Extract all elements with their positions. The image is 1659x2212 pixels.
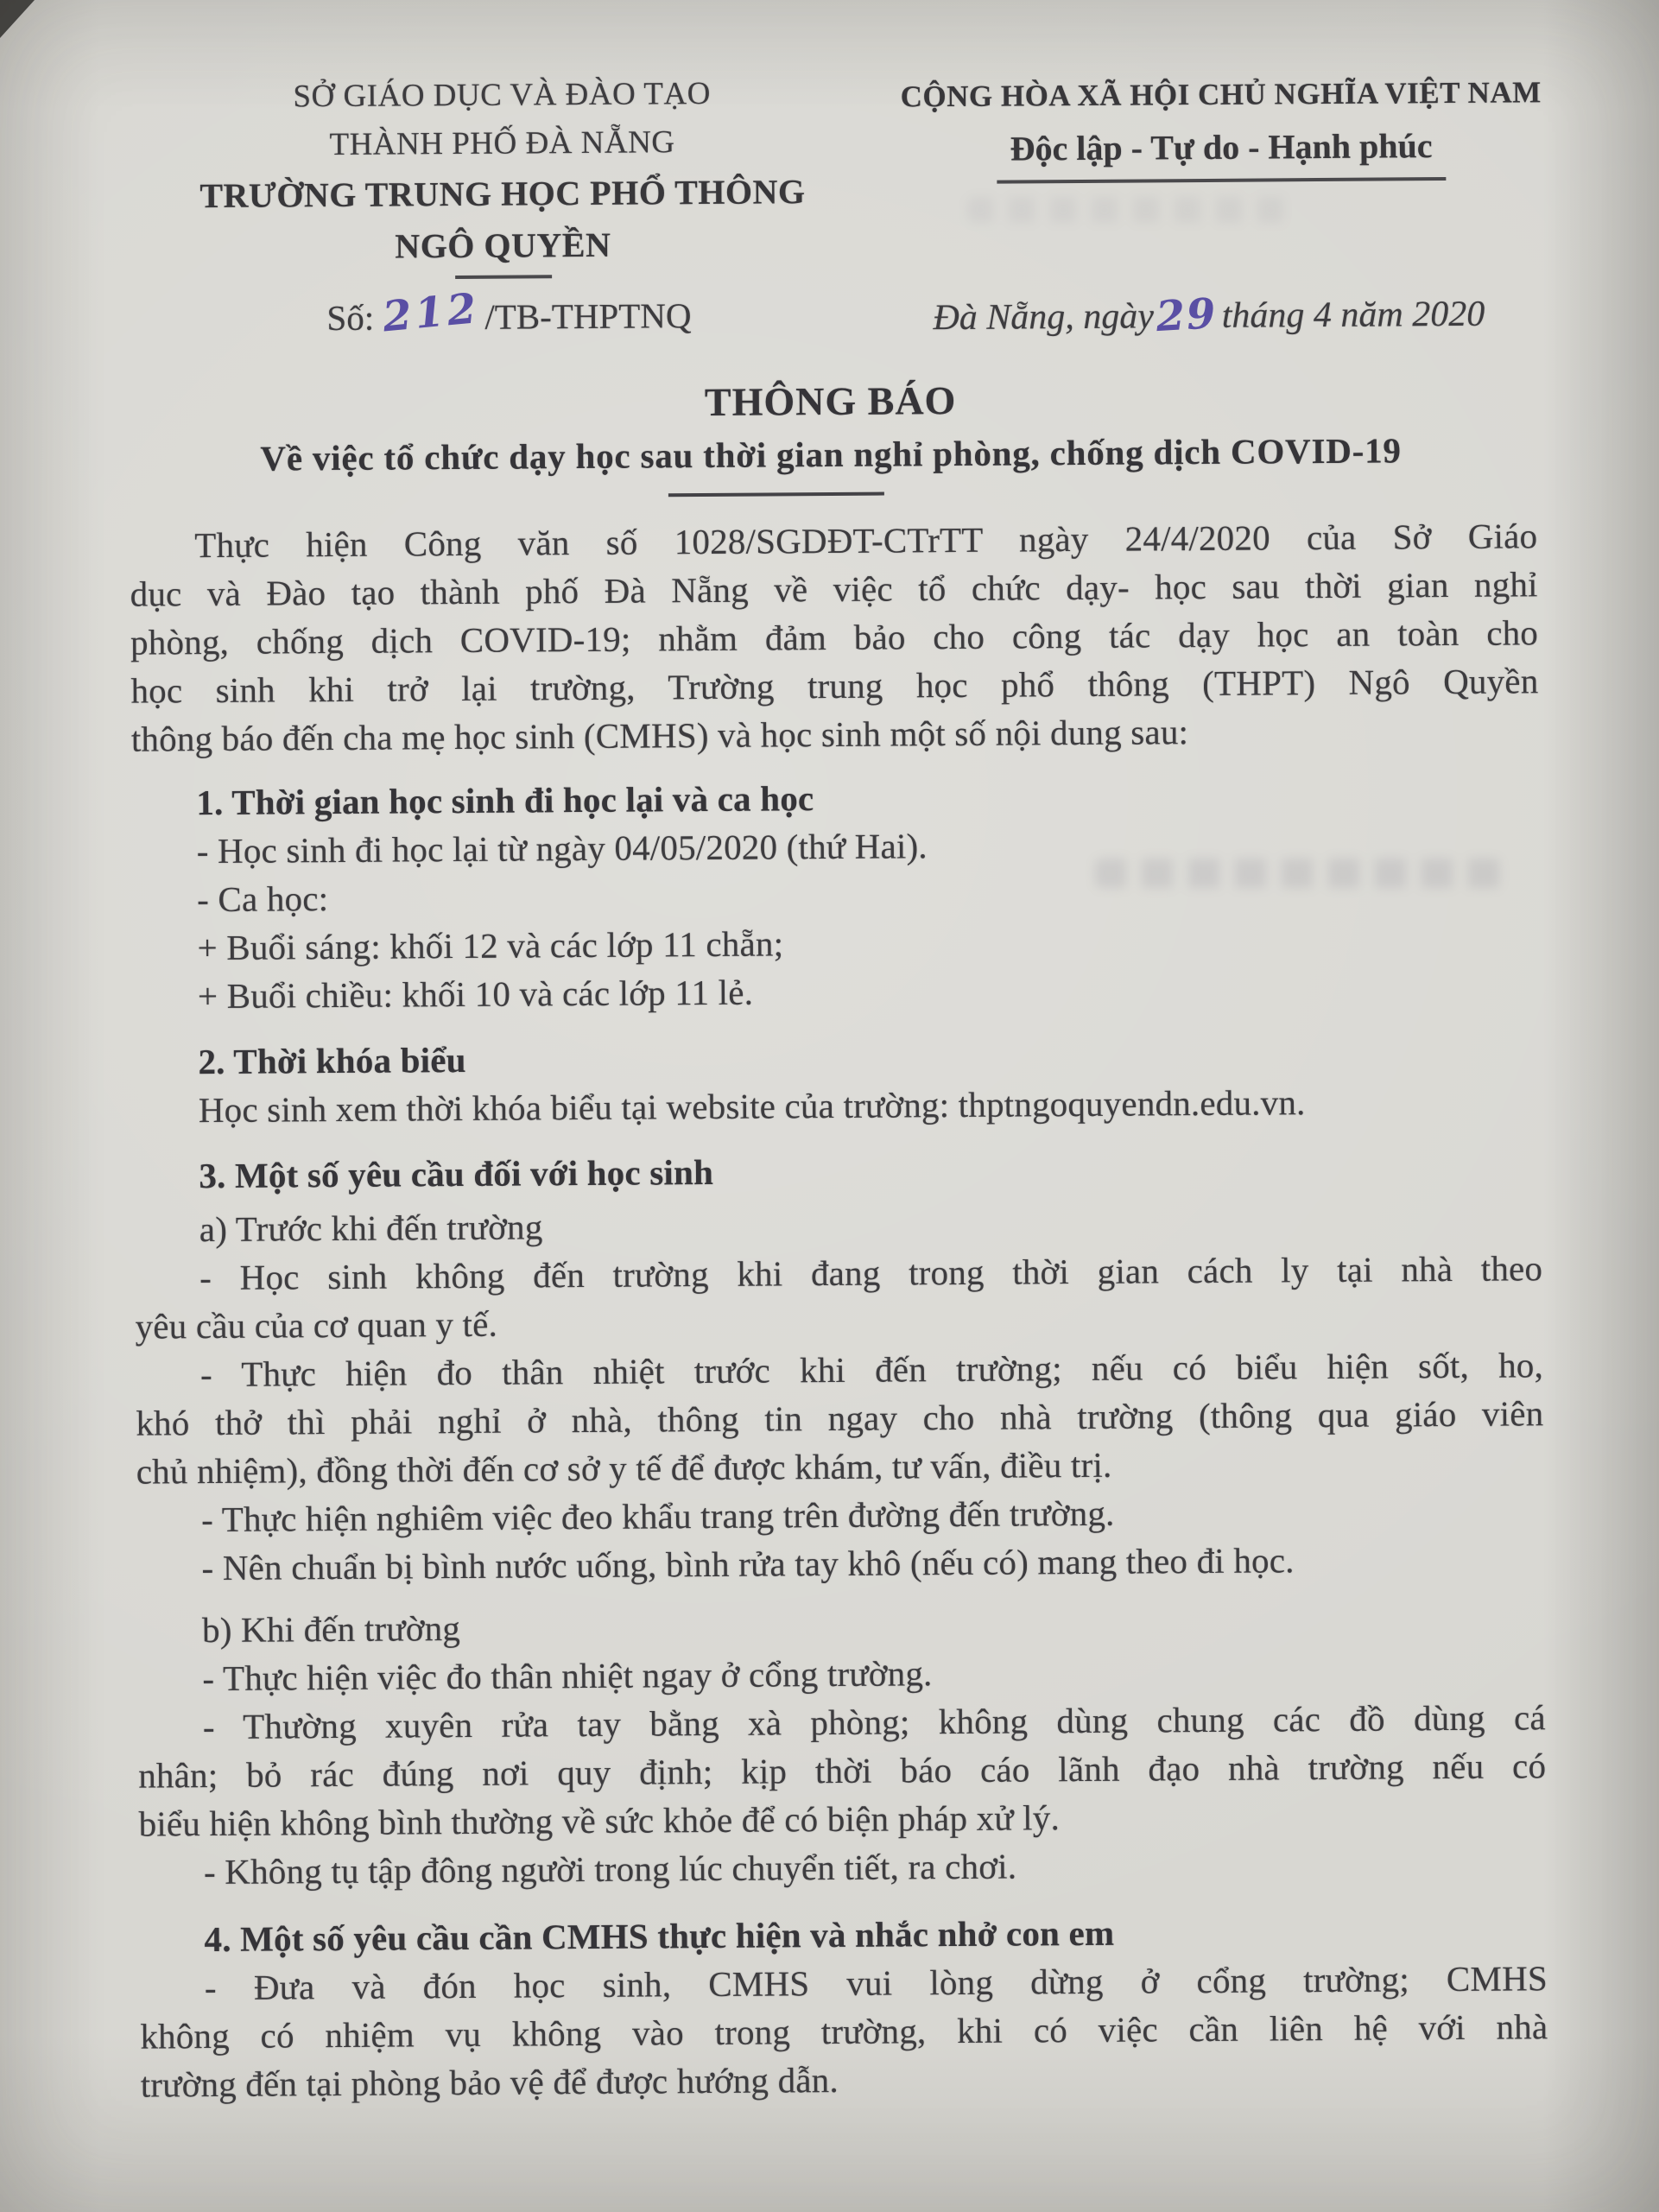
school-name-line: TRƯỜNG TRUNG HỌC PHỔ THÔNG [199,172,806,216]
sub-heading: a) Trước khi đến trường [199,1207,543,1250]
body-line: - Nên chuẩn bị bình nước uống, bình rửa tay khô (nếu có) mang theo đi học. [201,1540,1295,1588]
place-date-line [933,288,1485,342]
date-suffix: tháng 4 năm 2020 [1221,294,1485,336]
doc-number-line [326,284,692,342]
org-name-line: SỞ GIÁO DỤC VÀ ĐÀO TẠO [293,75,712,115]
doc-number-suffix: /TB-THPTNQ [484,295,692,337]
page-subtitle: Về việc tổ chức dạy học sau thời gian nghỉ phòng, chống dịch COVID-19 [260,430,1402,479]
intro-line: Thực hiện Công văn số 1028/SGDĐT-CTrTT ngày 24/4/2020 của Sở Giáo [194,516,1538,566]
body-line: - Thực hiện nghiêm việc đeo khẩu trang trên đường đến trường. [201,1493,1115,1540]
body-line: - Học sinh không đến trường khi đang trong thời gian cách ly tại nhà theo [199,1248,1543,1298]
body-line: - Đưa và đón học sinh, CMHS vui lòng dừng ở cổng trường; CMHS [204,1958,1548,2008]
body-line: yêu cầu của cơ quan y tế. [135,1303,498,1347]
body-line: biểu hiện không bình thường về sức khỏe để có biện pháp xử lý. [138,1797,1061,1844]
body-line: - Học sinh đi học lại từ ngày 04/05/2020 (thứ Hai). [196,826,928,871]
body-line: - Thực hiện đo thân nhiệt trước khi đến trường; nếu có biểu hiện sốt, ho, [199,1345,1544,1395]
school-name-line: NGÔ QUYỀN [395,225,611,266]
intro-line: thông báo đến cha mẹ học sinh (CMHS) và học sinh một số nội dung sau: [130,712,1189,759]
body-line: nhân; bỏ rác đúng nơi quy định; kịp thời báo cáo lãnh đạo nhà trường nếu có [138,1746,1547,1796]
doc-number-label: Số: [326,297,375,339]
body-line: khó thở thì phải nghỉ ở nhà, thông tin ngay cho nhà trường (thông qua giáo viên [136,1393,1544,1443]
body-line: Học sinh xem thời khóa biểu tại website của trường: thptngoquyendn.edu.vn. [198,1082,1306,1131]
intro-line: phòng, chống dịch COVID-19; nhằm đảm bảo cho công tác dạy học an toàn cho [130,612,1539,662]
intro-line: dục và Đào tạo thành phố Đà Nẵng về việc tổ chức dạy- học sau thời gian nghỉ [130,564,1538,614]
body-line: không có nhiệm vụ không vào trong trường, khi có việc cần liên hệ với nhà [140,2006,1548,2057]
body-line: + Buổi sáng: khối 12 và các lớp 11 chẵn; [197,923,784,968]
org-underline [455,275,552,279]
org-name-line: THÀNH PHỐ ĐÀ NẴNG [329,124,675,163]
body-line: trường đến tại phòng bảo vệ để được hướng dẫn. [140,2059,839,2105]
body-line: - Thường xuyên rửa tay bằng xà phòng; không dùng chung các đồ dùng cá [202,1697,1546,1747]
sub-heading: b) Khi đến trường [201,1608,461,1651]
handwritten-doc-number: 212 [380,284,482,342]
body-line: - Không tụ tập đông người trong lúc chuyển tiết, ra chơi. [203,1846,1017,1892]
subtitle-underline [668,492,884,498]
intro-line: học sinh khi trở lại trường, Trường trung học phổ thông (THPT) Ngô Quyền [130,661,1539,711]
body-line: - Thực hiện việc đo thân nhiệt ngay ở cổng trường. [202,1653,933,1699]
body-line: - Ca học: [196,878,329,920]
national-motto: Độc lập - Tự do - Hạnh phúc [1010,126,1433,168]
section-heading: 3. Một số yêu cầu đối với học sinh [199,1151,714,1196]
section-heading: 1. Thời gian học sinh đi học lại và ca học [196,778,814,823]
page-title: THÔNG BÁO [704,377,957,425]
national-header-block [854,69,1589,185]
motto-underline [997,177,1446,184]
issuing-org-block [175,69,829,281]
handwritten-day: 29 [1154,289,1219,342]
body-line: chủ nhiệm), đồng thời đến cơ sở y tế để được khám, tư vấn, điều trị. [136,1444,1112,1492]
document-body [130,511,1548,2108]
section-heading: 4. Một số yêu cầu cần CMHS thực hiện và nhắc nhở con em [204,1912,1115,1960]
national-title: CỘNG HÒA XÃ HỘI CHỦ NGHĨA VIỆT NAM [900,75,1542,114]
section-heading: 2. Thời khóa biểu [198,1039,466,1082]
date-prefix: Đà Nẵng, ngày [933,296,1155,339]
body-line: + Buổi chiều: khối 10 và các lớp 11 lẻ. [197,972,754,1017]
